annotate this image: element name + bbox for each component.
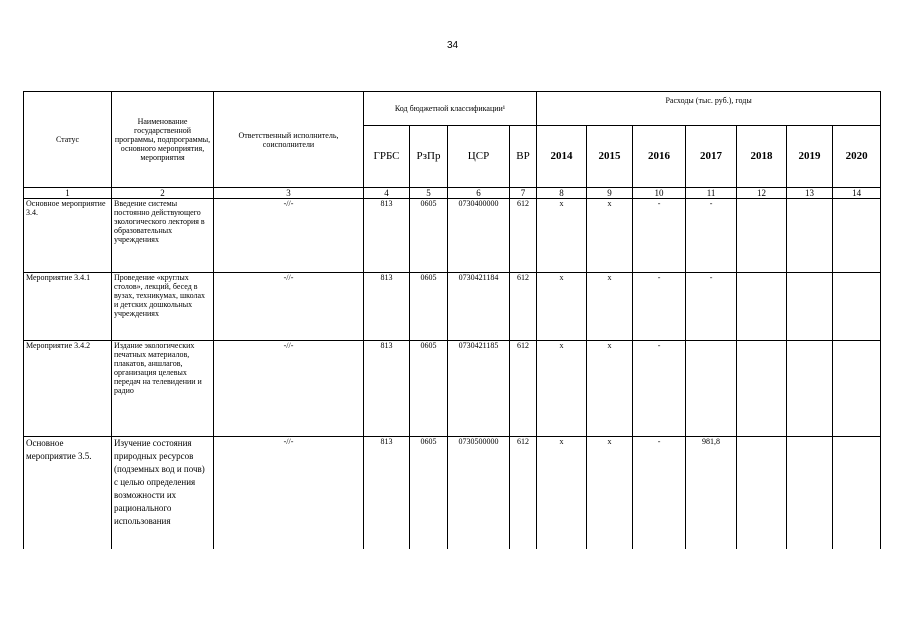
header-grbs: ГРБС [364,126,410,188]
row-status: Мероприятие 3.4.1 [24,273,112,341]
row-2016: - [633,437,686,550]
table-row [24,437,881,550]
column-number: 12 [737,188,787,199]
row-2017: - [686,273,737,341]
row-2017: 981,8 [686,437,737,550]
row-vr: 612 [510,273,537,341]
row-2020 [833,199,881,273]
column-number: 2 [112,188,214,199]
row-2014: x [537,273,587,341]
row-csr: 0730500000 [448,437,510,550]
row-vr: 612 [510,437,537,550]
header-year: 2017 [686,126,737,188]
row-status: Основное мероприятие 3.5. [24,437,112,550]
row-name: Введение системы постоянно действующего экологического лектория в образовательных учреждениях [112,199,214,273]
header-vr: ВР [510,126,537,188]
table-row [24,273,881,341]
row-executor: -//- [214,273,364,341]
row-vr: 612 [510,341,537,437]
column-number: 10 [633,188,686,199]
header-year: 2016 [633,126,686,188]
row-2020 [833,273,881,341]
row-2020 [833,341,881,437]
row-2017 [686,341,737,437]
header-year: 2014 [537,126,587,188]
row-rzpr: 0605 [410,437,448,550]
column-number: 3 [214,188,364,199]
column-number: 5 [410,188,448,199]
header-status: Статус [24,92,112,188]
row-2014: x [537,437,587,550]
row-2016: - [633,199,686,273]
header-budget-code: Код бюджетной классификации¹ [364,92,537,126]
column-number: 7 [510,188,537,199]
table-row [24,341,881,437]
header-year: 2015 [587,126,633,188]
row-status: Основное мероприятие 3.4. [24,199,112,273]
row-2018 [737,273,787,341]
column-number: 14 [833,188,881,199]
budget-table [23,91,881,549]
row-rzpr: 0605 [410,341,448,437]
header-executor: Ответственный исполнитель, соисполнители [214,92,364,188]
row-2019 [787,437,833,550]
header-year: 2019 [787,126,833,188]
column-number: 11 [686,188,737,199]
row-csr: 0730421185 [448,341,510,437]
header-name: Наименование государственной программы, подпрограммы, основного мероприятия, мероприятия [112,92,214,188]
row-2016: - [633,341,686,437]
column-number: 4 [364,188,410,199]
row-2019 [787,341,833,437]
page-number: 34 [446,40,459,51]
header-year: 2020 [833,126,881,188]
row-csr: 0730421184 [448,273,510,341]
column-number: 6 [448,188,510,199]
row-status: Мероприятие 3.4.2 [24,341,112,437]
row-name: Издание экологических печатных материалов, плакатов, аншлагов, организация целевых передач на телевидении и радио [112,341,214,437]
row-name: Проведение «круглых столов», лекций, бесед в вузах, техникумах, школах и детских дошкольных учреждениях [112,273,214,341]
row-executor: -//- [214,437,364,550]
table-row [24,199,881,273]
row-2017: - [686,199,737,273]
row-grbs: 813 [364,273,410,341]
row-2015: x [587,341,633,437]
header-csr: ЦСР [448,126,510,188]
row-2019 [787,199,833,273]
row-2014: x [537,199,587,273]
row-name: Изучение состояния природных ресурсов (подземных вод и почв) с целью определения возможности их рационального использования [112,437,214,550]
row-grbs: 813 [364,341,410,437]
column-number: 1 [24,188,112,199]
column-number: 9 [587,188,633,199]
header-rzpr: РзПр [410,126,448,188]
row-csr: 0730400000 [448,199,510,273]
header-expenses: Расходы (тыс. руб.), годы [537,92,881,126]
row-2015: x [587,437,633,550]
row-2018 [737,199,787,273]
row-executor: -//- [214,199,364,273]
row-grbs: 813 [364,199,410,273]
row-rzpr: 0605 [410,273,448,341]
row-2019 [787,273,833,341]
row-2016: - [633,273,686,341]
row-2014: x [537,341,587,437]
row-2018 [737,341,787,437]
row-grbs: 813 [364,437,410,550]
row-rzpr: 0605 [410,199,448,273]
column-number: 8 [537,188,587,199]
row-2015: x [587,199,633,273]
header-year: 2018 [737,126,787,188]
row-2018 [737,437,787,550]
row-2020 [833,437,881,550]
row-vr: 612 [510,199,537,273]
row-executor: -//- [214,341,364,437]
column-number: 13 [787,188,833,199]
row-2015: x [587,273,633,341]
